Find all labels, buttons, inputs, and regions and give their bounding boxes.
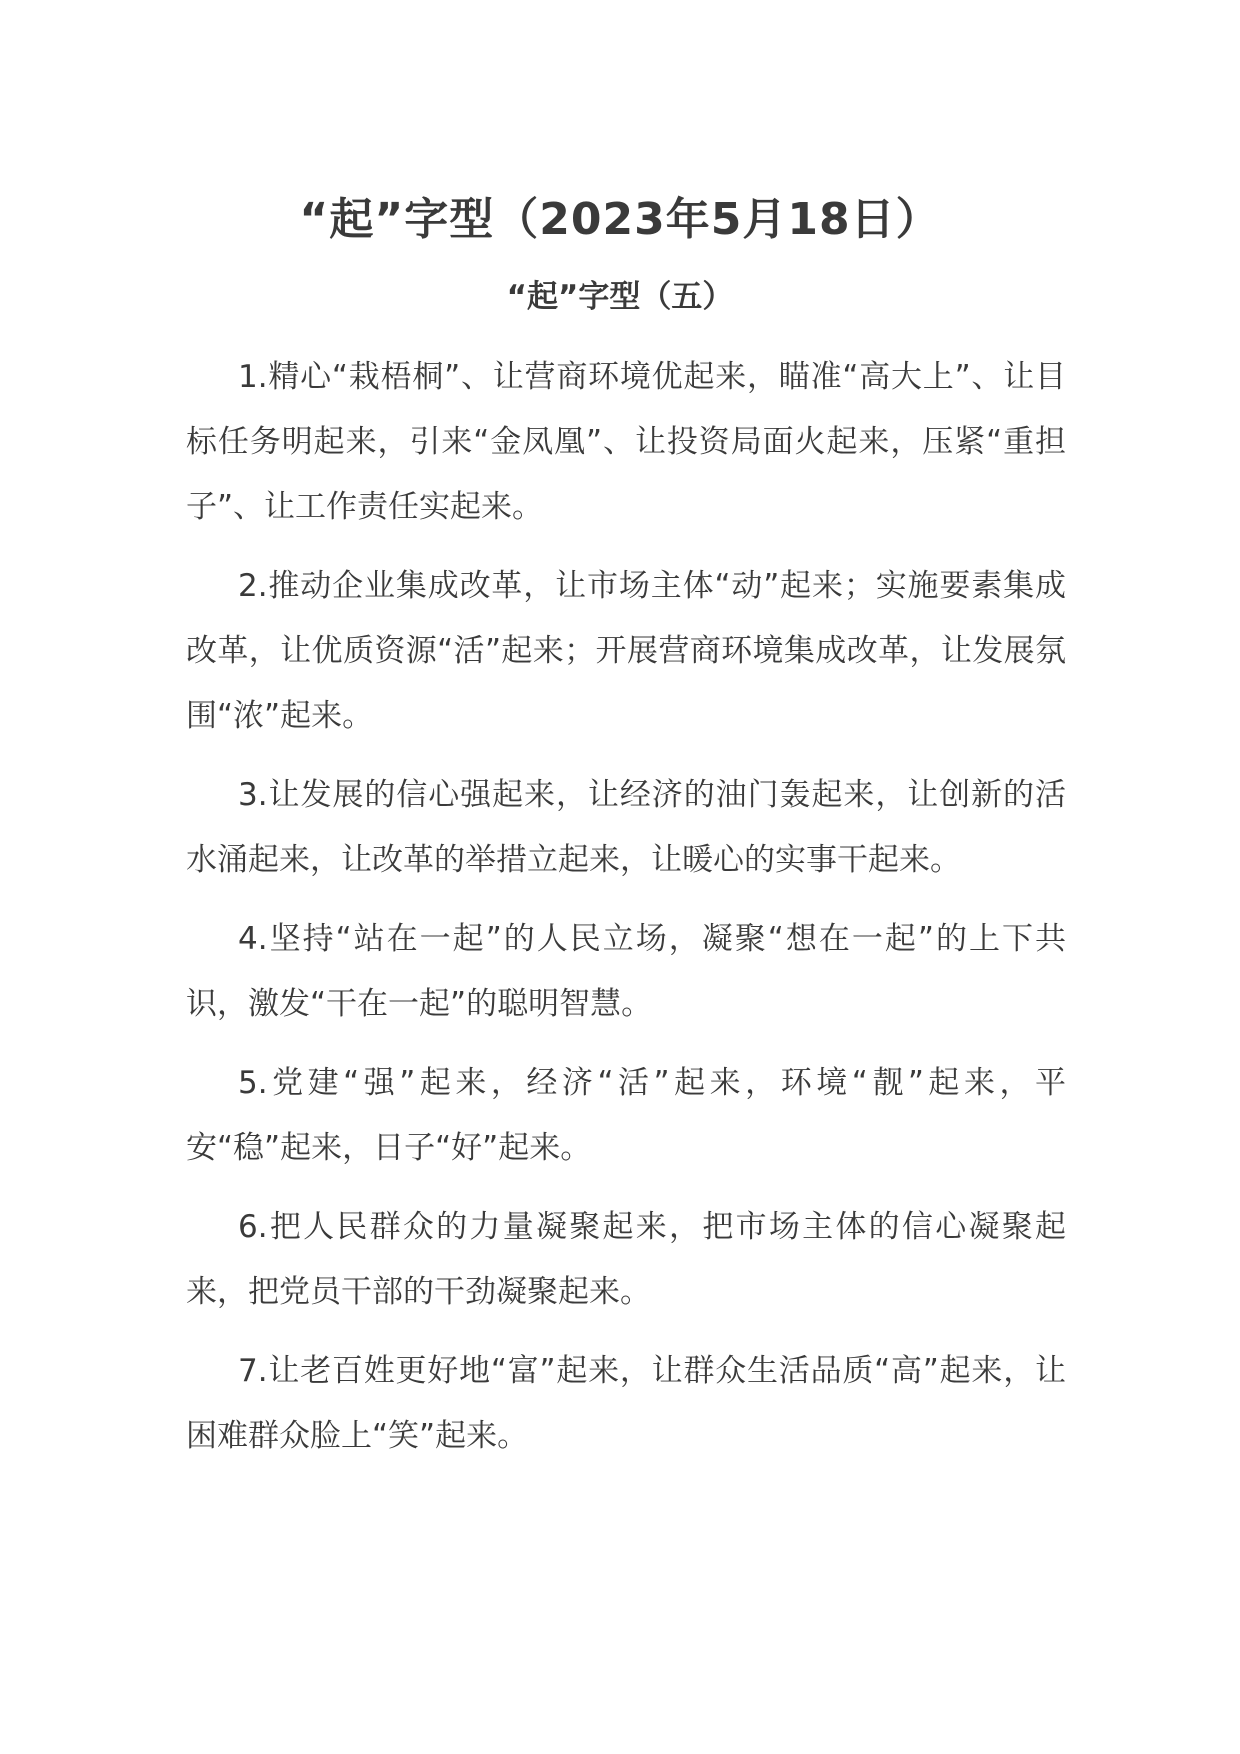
paragraph-3: 3.让发展的信心强起来，让经济的油门轰起来，让创新的活水涌起来，让改革的举措立起来，让暖心的实事干起来。: [186, 777, 1066, 878]
paragraph-5: 5.党建“强”起来，经济“活”起来，环境“靓”起来，平安“稳”起来，日子“好”起来。: [186, 1065, 1066, 1166]
page-title: “起”字型（2023年5月18日）: [299, 194, 941, 245]
section-subtitle: “起”字型（五）: [506, 279, 734, 315]
paragraph-4: 4.坚持“站在一起”的人民立场，凝聚“想在一起”的上下共识，激发“干在一起”的聪明智慧。: [186, 921, 1066, 1022]
paragraph-6: 6.把人民群众的力量凝聚起来，把市场主体的信心凝聚起来，把党员干部的干劲凝聚起来。: [186, 1209, 1066, 1310]
paragraph-1: 1.精心“栽梧桐”、让营商环境优起来，瞄准“高大上”、让目标任务明起来，引来“金凤凰”、让投资局面火起来，压紧“重担子”、让工作责任实起来。: [186, 359, 1066, 525]
body-text: [186, 345, 1066, 1483]
paragraph-7: 7.让老百姓更好地“富”起来，让群众生活品质“高”起来，让困难群众脸上“笑”起来。: [186, 1353, 1066, 1454]
paragraph-2: 2.推动企业集成改革，让市场主体“动”起来；实施要素集成改革，让优质资源“活”起来；开展营商环境集成改革，让发展氛围“浓”起来。: [186, 568, 1066, 734]
